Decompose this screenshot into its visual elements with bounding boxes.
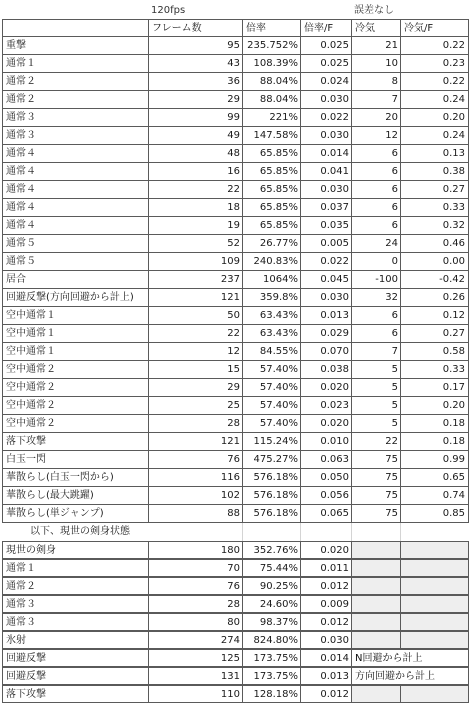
row-name[interactable]: 空中通常１ [2, 325, 149, 343]
row-multiplier[interactable]: 24.60% [242, 595, 301, 613]
row-frames[interactable]: 12 [148, 343, 243, 361]
error-label[interactable]: 誤差なし [354, 5, 394, 16]
row-name[interactable]: 通常４ [2, 181, 149, 199]
row-frames[interactable]: 22 [148, 181, 243, 199]
row-cool[interactable]: 5 [351, 379, 401, 397]
row-cool[interactable]: 6 [351, 163, 401, 181]
row-cool-per-frame[interactable]: 0.65 [400, 469, 469, 487]
row-frames[interactable]: 125 [148, 649, 243, 667]
row-frames[interactable]: 50 [148, 307, 243, 325]
row-frames[interactable]: 36 [148, 73, 243, 91]
row-multiplier[interactable]: 88.04% [242, 91, 301, 109]
row-cool-empty[interactable] [351, 559, 401, 577]
section-label[interactable]: 以下、現世の剣身状態 [20, 526, 130, 537]
row-frames[interactable]: 76 [148, 451, 243, 469]
row-name[interactable]: 通常３ [2, 595, 149, 613]
row-frames[interactable]: 274 [148, 631, 243, 649]
row-frames[interactable]: 76 [148, 577, 243, 595]
fps-label[interactable]: 120fps [151, 5, 186, 16]
row-cool-per-frame[interactable]: 0.20 [400, 397, 469, 415]
row-multiplier-per-frame[interactable]: 0.023 [300, 397, 352, 415]
row-cool-per-frame-empty[interactable] [400, 631, 469, 649]
row-multiplier-per-frame[interactable]: 0.029 [300, 325, 352, 343]
row-frames[interactable]: 110 [148, 685, 243, 703]
row-multiplier-per-frame[interactable]: 0.065 [300, 505, 352, 523]
row-frames[interactable]: 116 [148, 469, 243, 487]
row-cool[interactable]: 6 [351, 217, 401, 235]
row-cool-per-frame[interactable]: 0.20 [400, 109, 469, 127]
row-frames[interactable]: 43 [148, 55, 243, 73]
row-frames[interactable]: 28 [148, 415, 243, 433]
row-multiplier[interactable]: 90.25% [242, 577, 301, 595]
row-cool[interactable]: 6 [351, 307, 401, 325]
row-multiplier-per-frame[interactable]: 0.012 [300, 577, 352, 595]
row-multiplier[interactable]: 65.85% [242, 145, 301, 163]
row-cool-empty[interactable] [351, 685, 401, 703]
header-frames[interactable]: フレーム数 [148, 19, 243, 37]
row-cool-per-frame[interactable]: 0.27 [400, 325, 469, 343]
row-cool-per-frame[interactable]: 0.46 [400, 235, 469, 253]
row-cool[interactable]: 75 [351, 451, 401, 469]
row-name[interactable]: 白玉一閃 [2, 451, 149, 469]
header-cool-per-frame[interactable]: 冷気/F [400, 19, 469, 37]
row-cool-per-frame[interactable]: 0.85 [400, 505, 469, 523]
row-name[interactable]: 空中通常１ [2, 343, 149, 361]
row-multiplier[interactable]: 1064% [242, 271, 301, 289]
row-multiplier[interactable]: 63.43% [242, 307, 301, 325]
row-multiplier-per-frame[interactable]: 0.020 [300, 541, 352, 559]
row-multiplier-per-frame[interactable]: 0.012 [300, 685, 352, 703]
row-name[interactable]: 空中通常２ [2, 397, 149, 415]
row-cool[interactable]: 75 [351, 505, 401, 523]
row-multiplier-per-frame[interactable]: 0.037 [300, 199, 352, 217]
row-frames[interactable]: 70 [148, 559, 243, 577]
row-multiplier[interactable]: 57.40% [242, 415, 301, 433]
row-name[interactable]: 空中通常１ [2, 307, 149, 325]
row-cool-per-frame[interactable]: 0.22 [400, 73, 469, 91]
row-multiplier-per-frame[interactable]: 0.022 [300, 109, 352, 127]
row-multiplier[interactable]: 98.37% [242, 613, 301, 631]
row-multiplier-per-frame[interactable]: 0.030 [300, 127, 352, 145]
row-name[interactable]: 通常４ [2, 217, 149, 235]
row-multiplier-per-frame[interactable]: 0.050 [300, 469, 352, 487]
row-frames[interactable]: 15 [148, 361, 243, 379]
row-multiplier-per-frame[interactable]: 0.041 [300, 163, 352, 181]
row-multiplier[interactable]: 26.77% [242, 235, 301, 253]
row-name[interactable]: 通常４ [2, 199, 149, 217]
row-cool[interactable]: 10 [351, 55, 401, 73]
row-cool[interactable]: 5 [351, 397, 401, 415]
row-multiplier[interactable]: 576.18% [242, 487, 301, 505]
row-multiplier[interactable]: 576.18% [242, 505, 301, 523]
row-name[interactable]: 現世の剣身 [2, 541, 149, 559]
row-cool[interactable]: 32 [351, 289, 401, 307]
row-multiplier-per-frame[interactable]: 0.045 [300, 271, 352, 289]
row-multiplier[interactable]: 75.44% [242, 559, 301, 577]
row-frames[interactable]: 99 [148, 109, 243, 127]
row-multiplier[interactable]: 235.752% [242, 37, 301, 55]
row-name[interactable]: 氷射 [2, 631, 149, 649]
section-empty[interactable] [351, 523, 401, 541]
row-cool-per-frame[interactable]: 0.32 [400, 217, 469, 235]
row-frames[interactable]: 180 [148, 541, 243, 559]
row-multiplier-per-frame[interactable]: 0.011 [300, 559, 352, 577]
row-cool[interactable]: 75 [351, 469, 401, 487]
row-multiplier[interactable]: 65.85% [242, 163, 301, 181]
row-multiplier[interactable]: 240.83% [242, 253, 301, 271]
row-multiplier-per-frame[interactable]: 0.063 [300, 451, 352, 469]
row-cool-per-frame[interactable]: 0.27 [400, 181, 469, 199]
row-multiplier[interactable]: 147.58% [242, 127, 301, 145]
row-cool-per-frame[interactable]: 0.99 [400, 451, 469, 469]
row-frames[interactable]: 16 [148, 163, 243, 181]
row-name[interactable]: 回避反撃 [2, 649, 149, 667]
row-name[interactable]: 空中通常２ [2, 361, 149, 379]
row-cool[interactable]: 5 [351, 415, 401, 433]
row-multiplier-per-frame[interactable]: 0.013 [300, 307, 352, 325]
row-cool[interactable]: 7 [351, 343, 401, 361]
row-name[interactable]: 居合 [2, 271, 149, 289]
row-cool[interactable]: 6 [351, 181, 401, 199]
header-cool[interactable]: 冷気 [351, 19, 401, 37]
row-cool[interactable]: 21 [351, 37, 401, 55]
row-cool[interactable]: 6 [351, 145, 401, 163]
row-multiplier-per-frame[interactable]: 0.014 [300, 145, 352, 163]
row-name[interactable]: 華散らし(最大跳躍) [2, 487, 149, 505]
row-name[interactable]: 回避反撃 [2, 667, 149, 685]
row-frames[interactable]: 29 [148, 379, 243, 397]
row-multiplier-per-frame[interactable]: 0.024 [300, 73, 352, 91]
row-frames[interactable]: 28 [148, 595, 243, 613]
row-cool-per-frame[interactable]: 0.24 [400, 127, 469, 145]
row-multiplier-per-frame[interactable]: 0.020 [300, 415, 352, 433]
row-multiplier[interactable]: 65.85% [242, 199, 301, 217]
row-multiplier[interactable]: 352.76% [242, 541, 301, 559]
row-multiplier-per-frame[interactable]: 0.030 [300, 289, 352, 307]
row-cool-per-frame[interactable]: 0.58 [400, 343, 469, 361]
row-name[interactable]: 通常５ [2, 253, 149, 271]
row-frames[interactable]: 52 [148, 235, 243, 253]
row-multiplier-per-frame[interactable]: 0.005 [300, 235, 352, 253]
row-cool-per-frame-empty[interactable] [400, 559, 469, 577]
row-name[interactable]: 通常１ [2, 559, 149, 577]
row-frames[interactable]: 18 [148, 199, 243, 217]
row-cool[interactable]: 24 [351, 235, 401, 253]
row-multiplier-per-frame[interactable]: 0.022 [300, 253, 352, 271]
row-multiplier[interactable]: 475.27% [242, 451, 301, 469]
row-cool-per-frame[interactable]: 0.33 [400, 199, 469, 217]
row-cool[interactable]: 5 [351, 361, 401, 379]
row-frames[interactable]: 102 [148, 487, 243, 505]
row-frames[interactable]: 237 [148, 271, 243, 289]
row-multiplier-per-frame[interactable]: 0.030 [300, 181, 352, 199]
row-name[interactable]: 回避反撃(方向回避から計上) [2, 289, 149, 307]
row-multiplier[interactable]: 57.40% [242, 361, 301, 379]
row-frames[interactable]: 25 [148, 397, 243, 415]
row-cool[interactable]: 12 [351, 127, 401, 145]
section-empty[interactable] [300, 523, 352, 541]
row-cool-per-frame[interactable]: 0.18 [400, 433, 469, 451]
row-frames[interactable]: 131 [148, 667, 243, 685]
row-frames[interactable]: 121 [148, 289, 243, 307]
row-cool-per-frame[interactable]: -0.42 [400, 271, 469, 289]
row-cool[interactable]: -100 [351, 271, 401, 289]
row-cool[interactable]: 22 [351, 433, 401, 451]
row-multiplier[interactable]: 115.24% [242, 433, 301, 451]
row-cool-per-frame-empty[interactable] [400, 577, 469, 595]
row-multiplier-per-frame[interactable]: 0.056 [300, 487, 352, 505]
row-name[interactable]: 落下攻撃 [2, 433, 149, 451]
row-cool-per-frame[interactable]: 0.17 [400, 379, 469, 397]
row-multiplier[interactable]: 63.43% [242, 325, 301, 343]
row-frames[interactable]: 121 [148, 433, 243, 451]
row-cool-per-frame[interactable]: 0.23 [400, 55, 469, 73]
row-cool-per-frame-empty[interactable] [400, 685, 469, 703]
row-multiplier[interactable]: 108.39% [242, 55, 301, 73]
row-multiplier-per-frame[interactable]: 0.070 [300, 343, 352, 361]
row-name[interactable]: 空中通常２ [2, 415, 149, 433]
row-multiplier[interactable]: 824.80% [242, 631, 301, 649]
row-multiplier[interactable]: 84.55% [242, 343, 301, 361]
row-multiplier-per-frame[interactable]: 0.025 [300, 55, 352, 73]
row-cool[interactable]: 8 [351, 73, 401, 91]
row-multiplier-per-frame[interactable]: 0.020 [300, 379, 352, 397]
row-multiplier[interactable]: 65.85% [242, 217, 301, 235]
row-name[interactable]: 通常１ [2, 55, 149, 73]
row-multiplier[interactable]: 128.18% [242, 685, 301, 703]
header-multiplier[interactable]: 倍率 [242, 19, 301, 37]
row-cool-per-frame[interactable]: 0.33 [400, 361, 469, 379]
row-name[interactable]: 通常３ [2, 109, 149, 127]
row-cool-per-frame-empty[interactable] [400, 613, 469, 631]
row-name[interactable]: 通常５ [2, 235, 149, 253]
row-cool-per-frame[interactable]: 0.12 [400, 307, 469, 325]
row-name[interactable]: 通常２ [2, 73, 149, 91]
row-frames[interactable]: 19 [148, 217, 243, 235]
row-multiplier-per-frame[interactable]: 0.009 [300, 595, 352, 613]
row-note[interactable]: N回避から計上 [351, 649, 469, 667]
row-frames[interactable]: 48 [148, 145, 243, 163]
row-name[interactable]: 通常３ [2, 127, 149, 145]
row-cool[interactable]: 7 [351, 91, 401, 109]
row-multiplier[interactable]: 221% [242, 109, 301, 127]
row-cool[interactable]: 6 [351, 199, 401, 217]
row-name[interactable]: 通常４ [2, 145, 149, 163]
row-multiplier-per-frame[interactable]: 0.025 [300, 37, 352, 55]
row-frames[interactable]: 95 [148, 37, 243, 55]
row-cool-per-frame[interactable]: 0.74 [400, 487, 469, 505]
section-empty[interactable] [242, 523, 301, 541]
row-frames[interactable]: 80 [148, 613, 243, 631]
row-frames[interactable]: 49 [148, 127, 243, 145]
row-cool-per-frame[interactable]: 0.18 [400, 415, 469, 433]
row-multiplier-per-frame[interactable]: 0.038 [300, 361, 352, 379]
row-name[interactable]: 空中通常２ [2, 379, 149, 397]
section-empty[interactable] [400, 523, 469, 541]
row-multiplier[interactable]: 57.40% [242, 379, 301, 397]
row-multiplier-per-frame[interactable]: 0.013 [300, 667, 352, 685]
row-cool-per-frame[interactable]: 0.13 [400, 145, 469, 163]
row-multiplier[interactable]: 57.40% [242, 397, 301, 415]
row-name[interactable]: 華散らし(白玉一閃から) [2, 469, 149, 487]
row-name[interactable]: 通常４ [2, 163, 149, 181]
row-name[interactable]: 華散らし(単ジャンプ) [2, 505, 149, 523]
row-multiplier-per-frame[interactable]: 0.035 [300, 217, 352, 235]
row-cool-per-frame[interactable]: 0.24 [400, 91, 469, 109]
row-name[interactable]: 落下攻撃 [2, 685, 149, 703]
row-cool-per-frame[interactable]: 0.22 [400, 37, 469, 55]
row-name[interactable]: 通常２ [2, 91, 149, 109]
row-cool-per-frame-empty[interactable] [400, 541, 469, 559]
row-cool[interactable]: 20 [351, 109, 401, 127]
row-cool[interactable]: 0 [351, 253, 401, 271]
row-multiplier[interactable]: 173.75% [242, 667, 301, 685]
row-multiplier-per-frame[interactable]: 0.030 [300, 631, 352, 649]
row-multiplier-per-frame[interactable]: 0.012 [300, 613, 352, 631]
row-name[interactable]: 重撃 [2, 37, 149, 55]
row-frames[interactable]: 22 [148, 325, 243, 343]
row-multiplier-per-frame[interactable]: 0.010 [300, 433, 352, 451]
header-multiplier-per-frame[interactable]: 倍率/F [300, 19, 352, 37]
row-cool[interactable]: 6 [351, 325, 401, 343]
header-name-cell[interactable] [2, 19, 149, 37]
row-frames[interactable]: 29 [148, 91, 243, 109]
row-note[interactable]: 方向回避から計上 [351, 667, 469, 685]
row-cool-per-frame-empty[interactable] [400, 595, 469, 613]
row-name[interactable]: 通常２ [2, 577, 149, 595]
row-name[interactable]: 通常３ [2, 613, 149, 631]
row-cool-empty[interactable] [351, 577, 401, 595]
row-cool-empty[interactable] [351, 613, 401, 631]
row-cool-per-frame[interactable]: 0.00 [400, 253, 469, 271]
row-cool-empty[interactable] [351, 541, 401, 559]
row-frames[interactable]: 88 [148, 505, 243, 523]
row-multiplier-per-frame[interactable]: 0.030 [300, 91, 352, 109]
row-multiplier-per-frame[interactable]: 0.014 [300, 649, 352, 667]
row-multiplier[interactable]: 173.75% [242, 649, 301, 667]
row-cool-per-frame[interactable]: 0.38 [400, 163, 469, 181]
row-cool-empty[interactable] [351, 595, 401, 613]
row-multiplier[interactable]: 576.18% [242, 469, 301, 487]
row-cool[interactable]: 75 [351, 487, 401, 505]
row-frames[interactable]: 109 [148, 253, 243, 271]
row-cool-per-frame[interactable]: 0.26 [400, 289, 469, 307]
row-multiplier[interactable]: 65.85% [242, 181, 301, 199]
row-multiplier[interactable]: 88.04% [242, 73, 301, 91]
row-multiplier[interactable]: 359.8% [242, 289, 301, 307]
row-cool-empty[interactable] [351, 631, 401, 649]
